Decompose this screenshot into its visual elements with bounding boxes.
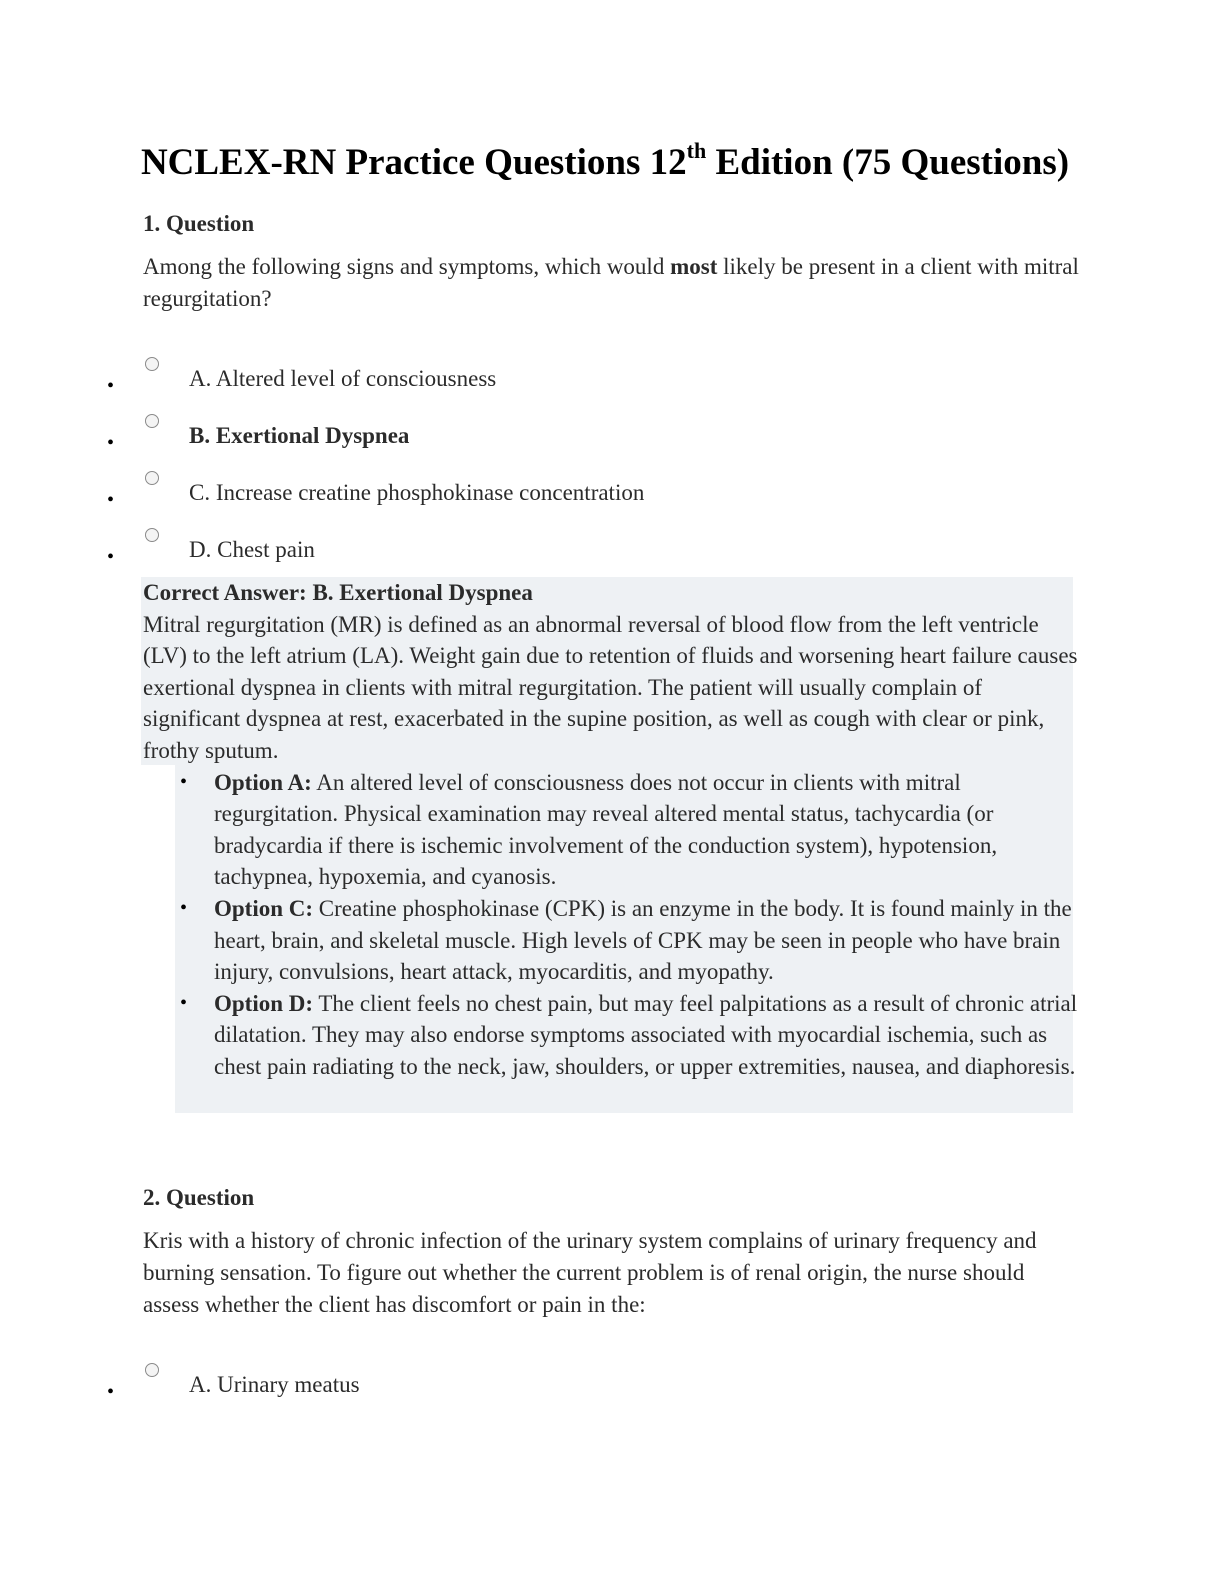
answer-option-c[interactable]	[0, 480, 1100, 520]
bullet: •	[107, 375, 115, 397]
radio-button[interactable]	[145, 528, 159, 542]
question-heading: 1. Question	[143, 211, 255, 236]
bullet: •	[180, 770, 188, 793]
option-label: A. Urinary meatus	[189, 1372, 360, 1397]
bullet: •	[180, 991, 188, 1014]
page-title: NCLEX-RN Practice Questions 12th Edition (75 Questions)	[140, 138, 1070, 183]
explanation-text: Mitral regurgitation (MR) is defined as an abnormal reversal of blood flow from the left ventricle (LV) to the left atrium (LA). Weight gain due to retention of fluids and worsening heart failure causes exertional dyspnea in clients with mitral regurgitation. The patient will usually complain of significant dyspnea at rest, exacerbated in the supine position, as well as cough with clear or pink, frothy sputum.	[143, 611, 1078, 763]
radio-button[interactable]	[145, 471, 159, 485]
option-label: B. Exertional Dyspnea	[189, 423, 410, 448]
rationale-item: • Option A: An altered level of consciousness does not occur in clients with mitral regurgitation. Physical examination may reveal altered mental status, tachycardia (or bradycardia if there is ischemic involvement of the conduction system), hypotension, tachypnea, hypoxemia, and cyanosis.	[143, 767, 1078, 893]
bullet: •	[107, 546, 115, 568]
rationale-list	[143, 767, 1078, 1083]
bullet: •	[107, 432, 115, 454]
radio-button[interactable]	[145, 1363, 159, 1377]
answer-option-d[interactable]	[0, 537, 1100, 577]
question-heading: 2. Question	[143, 1185, 255, 1210]
answer-explanation	[143, 577, 1078, 1083]
bullet: •	[107, 1381, 115, 1403]
bullet: •	[107, 489, 115, 511]
answer-option-a[interactable]	[0, 366, 1100, 406]
rationale-item: • Option D: The client feels no chest pain, but may feel palpitations as a result of chronic atrial dilatation. They may also endorse symptoms associated with myocardial ischemia, such as chest pain radiating to the neck, jaw, shoulders, or upper extremities, nausea, and diaphoresis.	[143, 988, 1078, 1083]
option-label: C. Increase creatine phosphokinase concentration	[189, 480, 645, 505]
answer-option-b[interactable]	[0, 423, 1100, 463]
radio-button[interactable]	[145, 357, 159, 371]
option-label: A. Altered level of consciousness	[189, 366, 497, 391]
question-text: Among the following signs and symptoms, which would most likely be present in a client with mitral regurgitation?	[143, 254, 1079, 311]
bullet: •	[180, 896, 188, 919]
question-text: Kris with a history of chronic infection of the urinary system complains of urinary frequency and burning sensation. To figure out whether the current problem is of renal origin, the nurse should assess whether the client has discomfort or pain in the:	[143, 1228, 1037, 1317]
correct-answer-title: Correct Answer: B. Exertional Dyspnea	[143, 580, 533, 605]
answer-option-a[interactable]	[0, 1372, 1100, 1412]
option-label: D. Chest pain	[189, 537, 315, 562]
rationale-item: • Option C: Creatine phosphokinase (CPK) is an enzyme in the body. It is found mainly in the heart, brain, and skeletal muscle. High levels of CPK may be seen in people who have brain injury, convulsions, heart attack, myocarditis, and myopathy.	[143, 893, 1078, 988]
radio-button[interactable]	[145, 414, 159, 428]
